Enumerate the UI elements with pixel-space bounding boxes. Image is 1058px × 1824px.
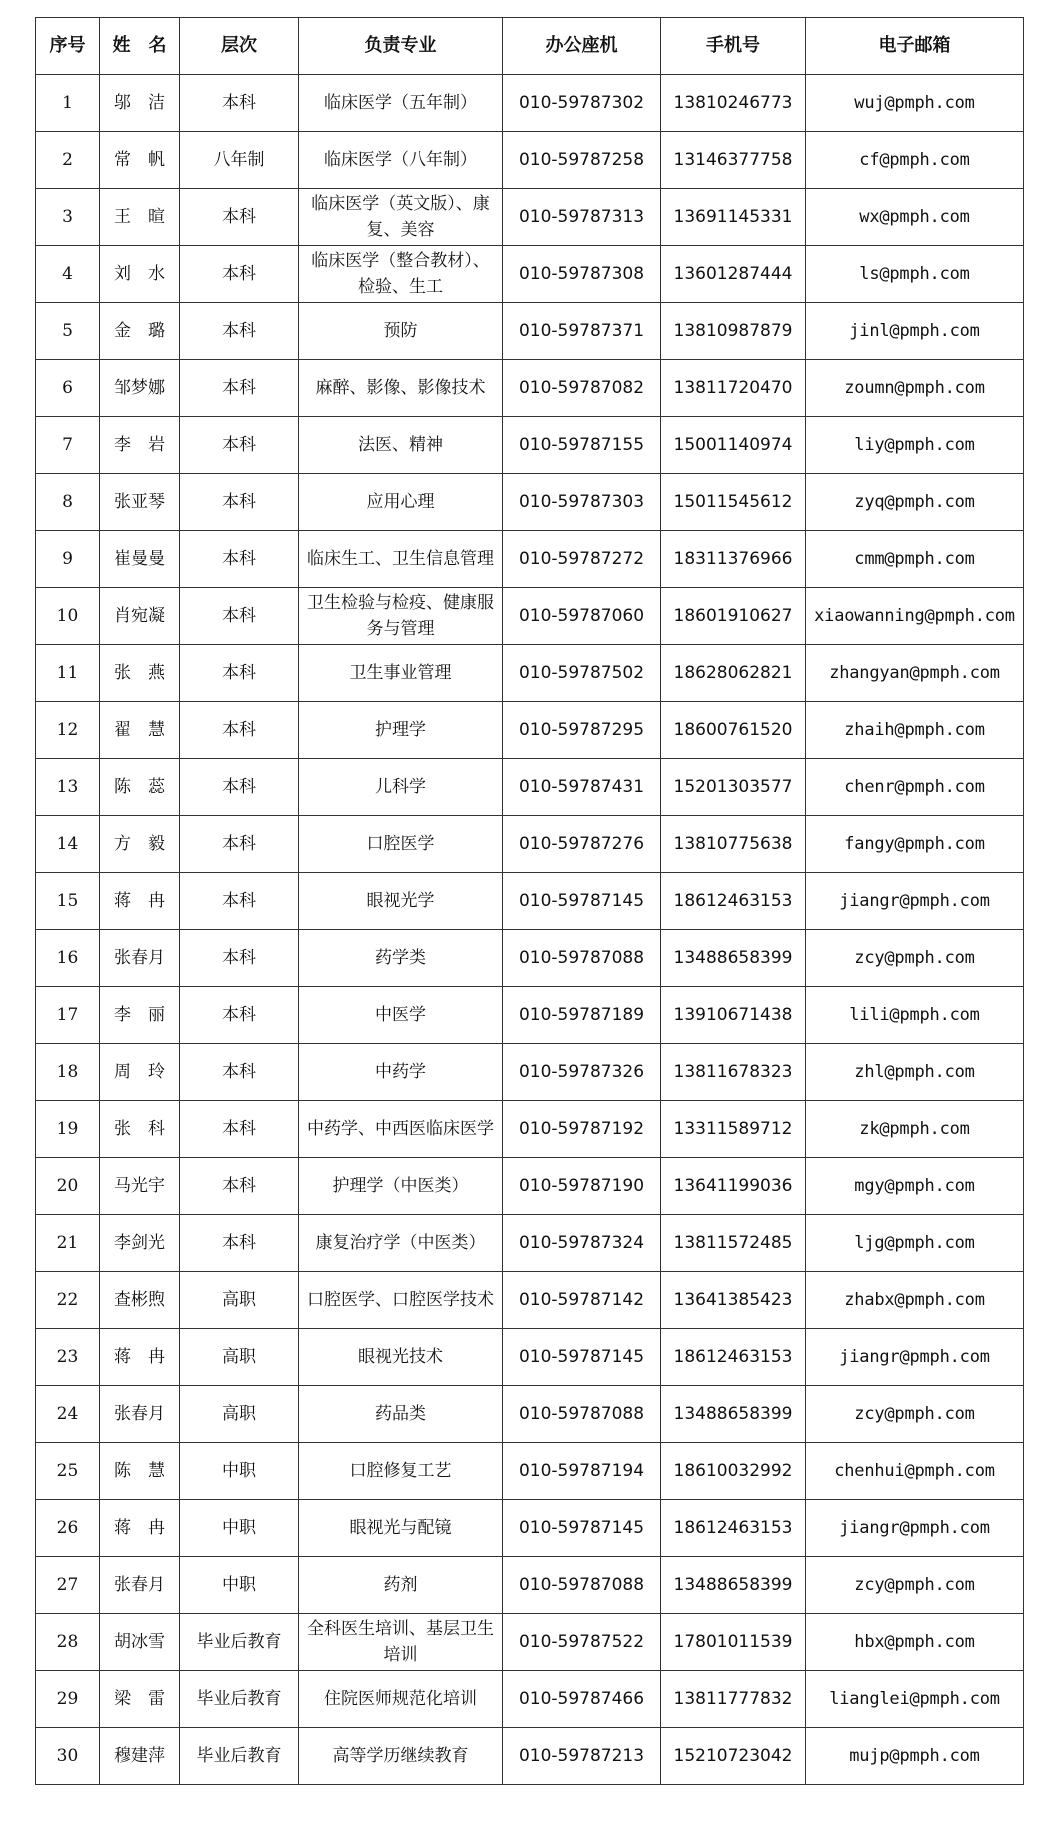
cell-email: mgy@pmph.com: [806, 1158, 1024, 1215]
cell-major: 药剂: [299, 1557, 503, 1614]
cell-major: 眼视光学: [299, 873, 503, 930]
cell-name: 崔曼曼: [100, 531, 180, 588]
cell-email: cf@pmph.com: [806, 132, 1024, 189]
cell-level: 本科: [180, 189, 299, 246]
cell-level: 本科: [180, 360, 299, 417]
cell-mobile: 18612463153: [661, 873, 806, 930]
cell-major: 临床医学（英文版）、康复、美容: [299, 189, 503, 246]
cell-email: cmm@pmph.com: [806, 531, 1024, 588]
cell-level: 高职: [180, 1329, 299, 1386]
cell-name: 金 璐: [100, 303, 180, 360]
cell-email: wuj@pmph.com: [806, 75, 1024, 132]
cell-seq: 1: [36, 75, 100, 132]
cell-name: 翟 慧: [100, 702, 180, 759]
cell-mobile: 18612463153: [661, 1500, 806, 1557]
cell-name: 陈 蕊: [100, 759, 180, 816]
cell-name: 张亚琴: [100, 474, 180, 531]
cell-major: 护理学（中医类）: [299, 1158, 503, 1215]
header-email: 电子邮箱: [806, 18, 1024, 75]
cell-name: 张春月: [100, 1557, 180, 1614]
cell-level: 本科: [180, 873, 299, 930]
cell-seq: 13: [36, 759, 100, 816]
cell-mobile: 13810246773: [661, 75, 806, 132]
cell-seq: 7: [36, 417, 100, 474]
cell-office-phone: 010-59787145: [503, 1500, 661, 1557]
cell-email: chenhui@pmph.com: [806, 1443, 1024, 1500]
cell-mobile: 13488658399: [661, 930, 806, 987]
cell-email: zyq@pmph.com: [806, 474, 1024, 531]
cell-office-phone: 010-59787155: [503, 417, 661, 474]
cell-major: 儿科学: [299, 759, 503, 816]
cell-level: 本科: [180, 474, 299, 531]
cell-major: 住院医师规范化培训: [299, 1671, 503, 1728]
cell-email: jiangr@pmph.com: [806, 873, 1024, 930]
cell-level: 本科: [180, 759, 299, 816]
cell-office-phone: 010-59787324: [503, 1215, 661, 1272]
cell-level: 中职: [180, 1443, 299, 1500]
cell-seq: 10: [36, 588, 100, 645]
cell-name: 常 帆: [100, 132, 180, 189]
cell-major: 康复治疗学（中医类）: [299, 1215, 503, 1272]
cell-email: zoumn@pmph.com: [806, 360, 1024, 417]
cell-major: 临床医学（整合教材）、检验、生工: [299, 246, 503, 303]
cell-name: 蒋 冉: [100, 1500, 180, 1557]
cell-seq: 28: [36, 1614, 100, 1671]
table-row: [36, 1671, 1024, 1728]
table-row: [36, 360, 1024, 417]
cell-office-phone: 010-59787276: [503, 816, 661, 873]
cell-level: 本科: [180, 531, 299, 588]
cell-seq: 3: [36, 189, 100, 246]
cell-mobile: 13488658399: [661, 1557, 806, 1614]
cell-seq: 2: [36, 132, 100, 189]
cell-level: 中职: [180, 1557, 299, 1614]
cell-major: 中医学: [299, 987, 503, 1044]
cell-major: 中药学: [299, 1044, 503, 1101]
cell-email: ljg@pmph.com: [806, 1215, 1024, 1272]
cell-seq: 17: [36, 987, 100, 1044]
cell-office-phone: 010-59787326: [503, 1044, 661, 1101]
table-row: [36, 417, 1024, 474]
cell-seq: 29: [36, 1671, 100, 1728]
cell-office-phone: 010-59787088: [503, 930, 661, 987]
cell-name: 方 毅: [100, 816, 180, 873]
cell-name: 张春月: [100, 930, 180, 987]
header-mobile: 手机号: [661, 18, 806, 75]
cell-mobile: 15001140974: [661, 417, 806, 474]
table-row: [36, 987, 1024, 1044]
cell-major: 卫生事业管理: [299, 645, 503, 702]
cell-mobile: 18612463153: [661, 1329, 806, 1386]
cell-email: zhangyan@pmph.com: [806, 645, 1024, 702]
cell-mobile: 13810987879: [661, 303, 806, 360]
cell-major: 中药学、中西医临床医学: [299, 1101, 503, 1158]
cell-seq: 25: [36, 1443, 100, 1500]
cell-office-phone: 010-59787189: [503, 987, 661, 1044]
cell-name: 李 岩: [100, 417, 180, 474]
cell-mobile: 13311589712: [661, 1101, 806, 1158]
cell-email: zk@pmph.com: [806, 1101, 1024, 1158]
cell-office-phone: 010-59787190: [503, 1158, 661, 1215]
cell-office-phone: 010-59787145: [503, 873, 661, 930]
table-body: [36, 75, 1024, 1785]
cell-email: chenr@pmph.com: [806, 759, 1024, 816]
cell-level: 高职: [180, 1272, 299, 1329]
cell-level: 高职: [180, 1386, 299, 1443]
cell-mobile: 18600761520: [661, 702, 806, 759]
cell-mobile: 13811720470: [661, 360, 806, 417]
cell-name: 张春月: [100, 1386, 180, 1443]
cell-office-phone: 010-59787192: [503, 1101, 661, 1158]
cell-mobile: 13910671438: [661, 987, 806, 1044]
table-row: [36, 873, 1024, 930]
cell-major: 全科医生培训、基层卫生培训: [299, 1614, 503, 1671]
cell-seq: 26: [36, 1500, 100, 1557]
table-row: [36, 759, 1024, 816]
cell-name: 胡冰雪: [100, 1614, 180, 1671]
cell-seq: 23: [36, 1329, 100, 1386]
cell-mobile: 13488658399: [661, 1386, 806, 1443]
cell-seq: 22: [36, 1272, 100, 1329]
cell-name: 肖宛凝: [100, 588, 180, 645]
cell-seq: 15: [36, 873, 100, 930]
header-major: 负责专业: [299, 18, 503, 75]
cell-office-phone: 010-59787082: [503, 360, 661, 417]
table-row: [36, 531, 1024, 588]
cell-email: zcy@pmph.com: [806, 1386, 1024, 1443]
cell-major: 高等学历继续教育: [299, 1728, 503, 1785]
cell-name: 周 玲: [100, 1044, 180, 1101]
cell-mobile: 18311376966: [661, 531, 806, 588]
table-row: [36, 189, 1024, 246]
cell-major: 应用心理: [299, 474, 503, 531]
cell-level: 八年制: [180, 132, 299, 189]
cell-level: 本科: [180, 1101, 299, 1158]
table-row: [36, 816, 1024, 873]
cell-name: 梁 雷: [100, 1671, 180, 1728]
cell-office-phone: 010-59787142: [503, 1272, 661, 1329]
cell-seq: 27: [36, 1557, 100, 1614]
cell-name: 张 燕: [100, 645, 180, 702]
cell-seq: 9: [36, 531, 100, 588]
table-row: [36, 1158, 1024, 1215]
cell-email: ls@pmph.com: [806, 246, 1024, 303]
cell-seq: 30: [36, 1728, 100, 1785]
cell-email: jiangr@pmph.com: [806, 1329, 1024, 1386]
cell-mobile: 13146377758: [661, 132, 806, 189]
header-row: [36, 18, 1024, 75]
cell-email: wx@pmph.com: [806, 189, 1024, 246]
cell-email: fangy@pmph.com: [806, 816, 1024, 873]
cell-level: 本科: [180, 987, 299, 1044]
table-row: [36, 1500, 1024, 1557]
cell-mobile: 15011545612: [661, 474, 806, 531]
cell-level: 本科: [180, 75, 299, 132]
cell-office-phone: 010-59787308: [503, 246, 661, 303]
cell-major: 麻醉、影像、影像技术: [299, 360, 503, 417]
cell-mobile: 13811572485: [661, 1215, 806, 1272]
cell-level: 本科: [180, 1158, 299, 1215]
cell-name: 穆建萍: [100, 1728, 180, 1785]
cell-level: 本科: [180, 246, 299, 303]
cell-major: 药品类: [299, 1386, 503, 1443]
cell-office-phone: 010-59787213: [503, 1728, 661, 1785]
table-row: [36, 588, 1024, 645]
table-row: [36, 930, 1024, 987]
table-row: [36, 132, 1024, 189]
table-row: [36, 1443, 1024, 1500]
cell-level: 本科: [180, 588, 299, 645]
cell-level: 毕业后教育: [180, 1671, 299, 1728]
cell-office-phone: 010-59787303: [503, 474, 661, 531]
cell-office-phone: 010-59787466: [503, 1671, 661, 1728]
table-row: [36, 75, 1024, 132]
cell-email: zhaih@pmph.com: [806, 702, 1024, 759]
table-row: [36, 1386, 1024, 1443]
cell-office-phone: 010-59787371: [503, 303, 661, 360]
cell-major: 临床生工、卫生信息管理: [299, 531, 503, 588]
cell-email: lianglei@pmph.com: [806, 1671, 1024, 1728]
cell-mobile: 17801011539: [661, 1614, 806, 1671]
cell-seq: 20: [36, 1158, 100, 1215]
cell-office-phone: 010-59787302: [503, 75, 661, 132]
cell-name: 王 暄: [100, 189, 180, 246]
cell-mobile: 13810775638: [661, 816, 806, 873]
cell-office-phone: 010-59787295: [503, 702, 661, 759]
cell-mobile: 15201303577: [661, 759, 806, 816]
cell-seq: 5: [36, 303, 100, 360]
cell-major: 眼视光技术: [299, 1329, 503, 1386]
cell-office-phone: 010-59787088: [503, 1557, 661, 1614]
cell-office-phone: 010-59787145: [503, 1329, 661, 1386]
cell-email: zcy@pmph.com: [806, 930, 1024, 987]
table-row: [36, 645, 1024, 702]
cell-major: 临床医学（八年制）: [299, 132, 503, 189]
cell-name: 张 科: [100, 1101, 180, 1158]
table-row: [36, 1557, 1024, 1614]
cell-email: jiangr@pmph.com: [806, 1500, 1024, 1557]
header-office-phone: 办公座机: [503, 18, 661, 75]
cell-major: 眼视光与配镜: [299, 1500, 503, 1557]
table-row: [36, 1044, 1024, 1101]
cell-seq: 14: [36, 816, 100, 873]
cell-mobile: 13601287444: [661, 246, 806, 303]
cell-seq: 18: [36, 1044, 100, 1101]
cell-mobile: 13641199036: [661, 1158, 806, 1215]
cell-office-phone: 010-59787272: [503, 531, 661, 588]
header-name: 姓 名: [100, 18, 180, 75]
cell-email: liy@pmph.com: [806, 417, 1024, 474]
cell-email: jinl@pmph.com: [806, 303, 1024, 360]
cell-level: 本科: [180, 1215, 299, 1272]
cell-office-phone: 010-59787431: [503, 759, 661, 816]
table-row: [36, 1272, 1024, 1329]
cell-name: 李 丽: [100, 987, 180, 1044]
contact-table: [35, 17, 1024, 1785]
cell-level: 本科: [180, 303, 299, 360]
cell-seq: 12: [36, 702, 100, 759]
cell-office-phone: 010-59787313: [503, 189, 661, 246]
header-seq: 序号: [36, 18, 100, 75]
cell-seq: 4: [36, 246, 100, 303]
cell-email: zcy@pmph.com: [806, 1557, 1024, 1614]
cell-name: 查彬煦: [100, 1272, 180, 1329]
cell-seq: 6: [36, 360, 100, 417]
cell-name: 邹梦娜: [100, 360, 180, 417]
cell-level: 本科: [180, 1044, 299, 1101]
cell-office-phone: 010-59787258: [503, 132, 661, 189]
cell-mobile: 13691145331: [661, 189, 806, 246]
cell-office-phone: 010-59787194: [503, 1443, 661, 1500]
cell-major: 法医、精神: [299, 417, 503, 474]
cell-email: mujp@pmph.com: [806, 1728, 1024, 1785]
table-row: [36, 1329, 1024, 1386]
cell-level: 本科: [180, 930, 299, 987]
cell-major: 临床医学（五年制）: [299, 75, 503, 132]
cell-mobile: 13641385423: [661, 1272, 806, 1329]
cell-level: 本科: [180, 417, 299, 474]
cell-name: 蒋 冉: [100, 873, 180, 930]
cell-seq: 24: [36, 1386, 100, 1443]
cell-major: 卫生检验与检疫、健康服务与管理: [299, 588, 503, 645]
cell-level: 毕业后教育: [180, 1728, 299, 1785]
cell-level: 本科: [180, 816, 299, 873]
cell-major: 口腔修复工艺: [299, 1443, 503, 1500]
table-row: [36, 1728, 1024, 1785]
table-row: [36, 246, 1024, 303]
cell-level: 本科: [180, 702, 299, 759]
cell-name: 邬 洁: [100, 75, 180, 132]
cell-seq: 11: [36, 645, 100, 702]
cell-major: 口腔医学: [299, 816, 503, 873]
cell-office-phone: 010-59787522: [503, 1614, 661, 1671]
cell-mobile: 13811777832: [661, 1671, 806, 1728]
cell-email: zhl@pmph.com: [806, 1044, 1024, 1101]
cell-office-phone: 010-59787088: [503, 1386, 661, 1443]
cell-name: 马光宇: [100, 1158, 180, 1215]
cell-email: xiaowanning@pmph.com: [806, 588, 1024, 645]
cell-mobile: 13811678323: [661, 1044, 806, 1101]
cell-email: zhabx@pmph.com: [806, 1272, 1024, 1329]
table-row: [36, 1614, 1024, 1671]
table-row: [36, 474, 1024, 531]
cell-level: 毕业后教育: [180, 1614, 299, 1671]
cell-mobile: 15210723042: [661, 1728, 806, 1785]
cell-mobile: 18610032992: [661, 1443, 806, 1500]
cell-seq: 16: [36, 930, 100, 987]
table-row: [36, 702, 1024, 759]
cell-name: 刘 水: [100, 246, 180, 303]
cell-seq: 21: [36, 1215, 100, 1272]
cell-office-phone: 010-59787060: [503, 588, 661, 645]
cell-email: lili@pmph.com: [806, 987, 1024, 1044]
cell-name: 陈 慧: [100, 1443, 180, 1500]
cell-name: 李剑光: [100, 1215, 180, 1272]
cell-level: 中职: [180, 1500, 299, 1557]
cell-seq: 19: [36, 1101, 100, 1158]
cell-major: 预防: [299, 303, 503, 360]
cell-mobile: 18628062821: [661, 645, 806, 702]
cell-email: hbx@pmph.com: [806, 1614, 1024, 1671]
table-row: [36, 1101, 1024, 1158]
cell-name: 蒋 冉: [100, 1329, 180, 1386]
header-level: 层次: [180, 18, 299, 75]
cell-seq: 8: [36, 474, 100, 531]
table-row: [36, 303, 1024, 360]
cell-major: 护理学: [299, 702, 503, 759]
cell-mobile: 18601910627: [661, 588, 806, 645]
cell-office-phone: 010-59787502: [503, 645, 661, 702]
cell-major: 药学类: [299, 930, 503, 987]
cell-major: 口腔医学、口腔医学技术: [299, 1272, 503, 1329]
table-row: [36, 1215, 1024, 1272]
cell-level: 本科: [180, 645, 299, 702]
